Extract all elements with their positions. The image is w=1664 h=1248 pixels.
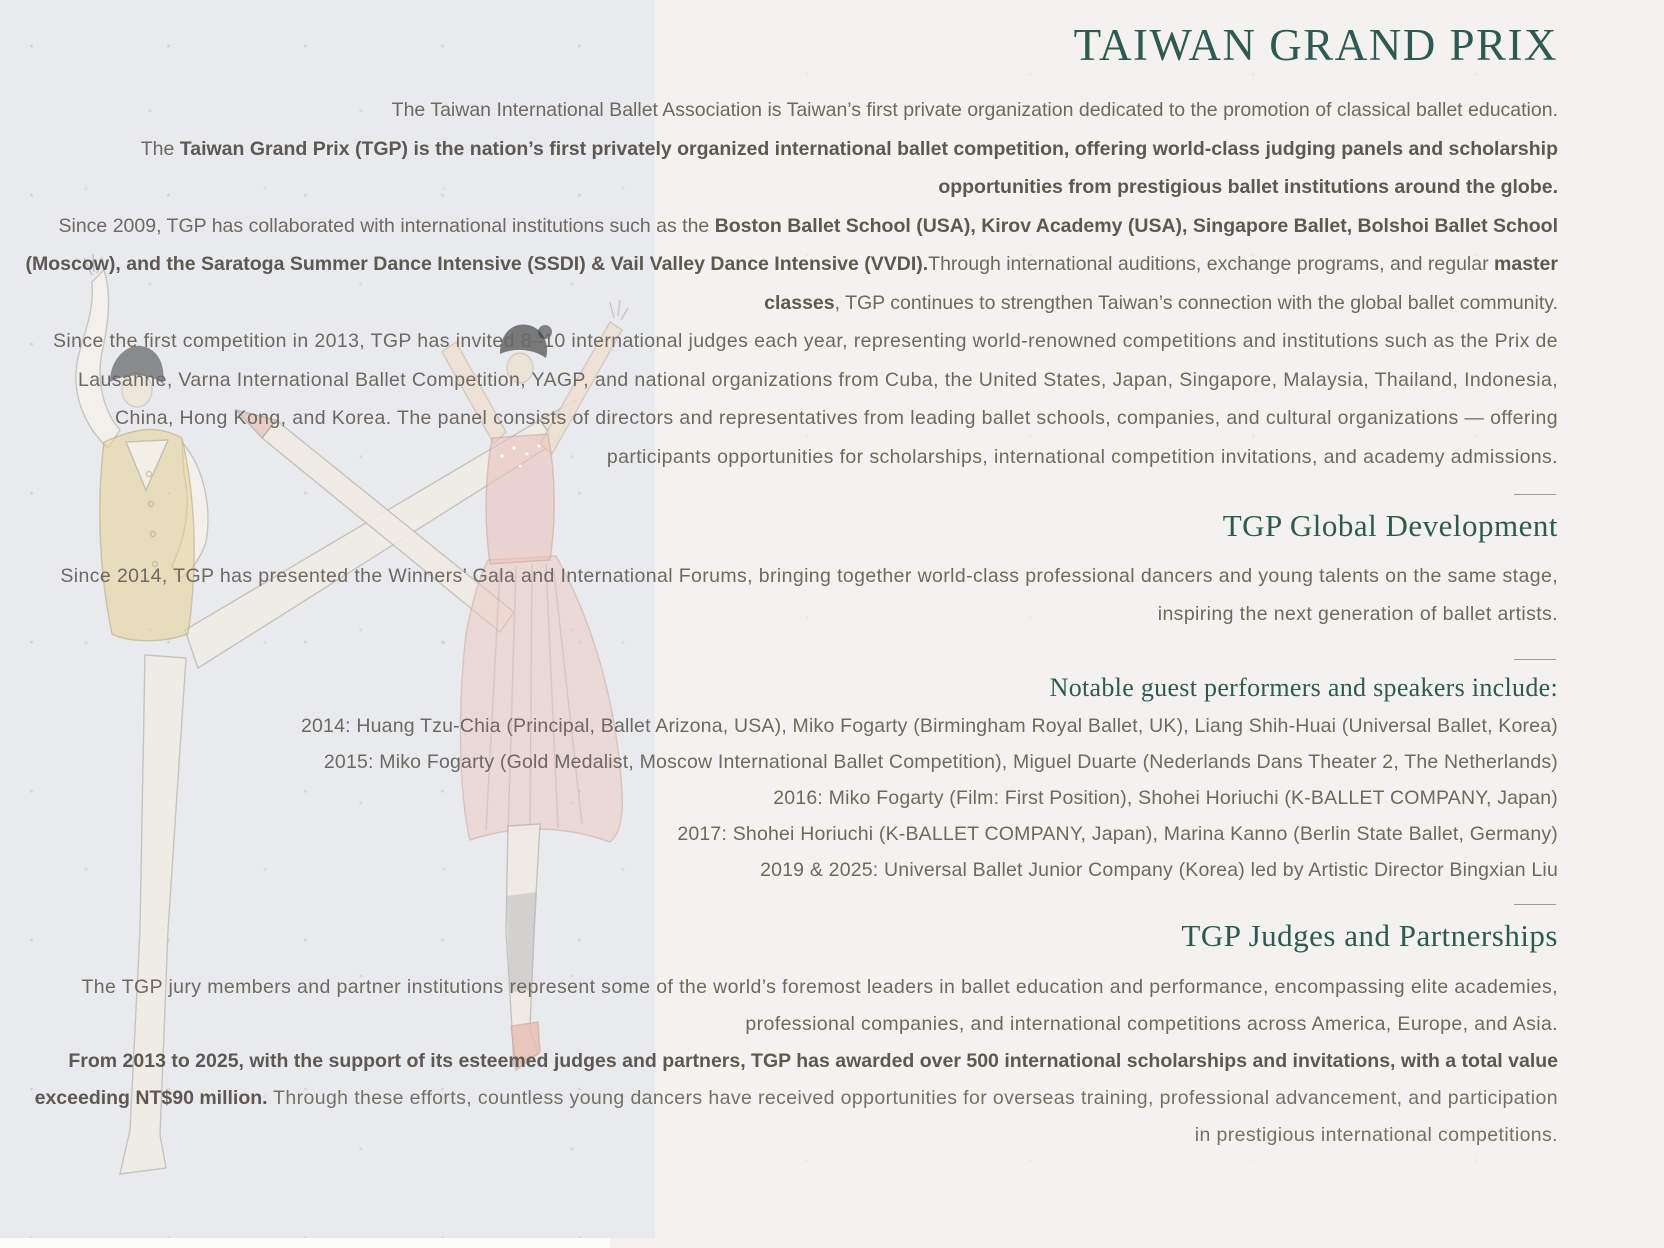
page-title: TAIWAN GRAND PRIX [1073, 20, 1558, 70]
judges-heading: TGP Judges and Partnerships [1181, 918, 1558, 953]
tgp-highlight-bold: Taiwan Grand Prix (TGP) is the nation’s first privately organized international ballet competition, offering world-class judging panels and scholarship opportunities from prestigious ballet institutions around the globe. [179, 137, 1558, 198]
performer-item-2016: 2016: Miko Fogarty (Film: First Position), Shohei Horiuchi (K-BALLET COMPANY, Japan) [773, 787, 1558, 809]
jury-members-paragraph: The TGP jury members and partner institutions represent some of the world’s foremost leaders in ballet education and performance, encompassing elite academies, professional companies, and international competitions across America, Europe, and Asia. [81, 976, 1558, 1035]
global-development-heading: TGP Global Development [1222, 508, 1558, 543]
performer-item-2017: 2017: Shohei Horiuchi (K-BALLET COMPANY, Japan), Marina Kanno (Berlin State Ballet, Germany) [677, 823, 1558, 845]
section-divider [1514, 904, 1556, 905]
collaboration-paragraph: Since 2009, TGP has collaborated with international institutions such as the Boston Ballet School (USA), Kirov Academy (USA), Singapore Ballet, Bolshoi Ballet School (Moscow), and the Saratoga Summer Dance Intensive (SSDI) & Vail Valley Dance Intensive (VVDI).Through international auditions, exchange programs, and regular master classes, TGP continues to strengthen Taiwan’s connection with the global ballet community. [25, 214, 1558, 314]
scholarships-bold: From 2013 to 2025, with the support of its esteemed judges and partners, TGP has awarded over 500 international scholarships and invitations, with a total value exceeding NT$90 million. [34, 1050, 1558, 1109]
partner-schools-bold: Boston Ballet School (USA), Kirov Academy (USA), Singapore Ballet, Bolshoi Ballet School (Moscow), and the Saratoga Summer Dance Intensive (SSDI) & Vail Valley Dance Intensive (VVDI). [25, 214, 1558, 275]
notable-performers-heading: Notable guest performers and speakers include: [1049, 673, 1558, 702]
performer-item-2014: 2014: Huang Tzu-Chia (Principal, Ballet Arizona, USA), Miko Fogarty (Birmingham Royal Ballet, UK), Liang Shih-Huai (Universal Ballet, Korea) [300, 715, 1558, 737]
performer-item-2019-2025: 2019 & 2025: Universal Ballet Junior Company (Korea) led by Artistic Director Bingxian Liu [760, 859, 1558, 881]
judges-history-paragraph: Since the first competition in 2013, TGP has invited 8–10 international judges each year, representing world-renowned competitions and institutions such as the Prix de Lausanne, Varna International Ballet Competition, YAGP, and national organizations from Cuba, the United States, Japan, Singapore, Malaysia, Thailand, Indonesia, China, Hong Kong, and Korea. The panel consists of directors and representatives from leading ballet schools, companies, and cultural organizations — offering participants opportunities for scholarships, international competition invitations, and academy admissions. [53, 330, 1558, 468]
global-development-section [20, 505, 1558, 888]
global-development-paragraph: Since 2014, TGP has presented the Winners’ Gala and International Forums, bringing together world-class professional dancers and young talents on the same stage, inspiring the next generation of ballet artists. [60, 565, 1558, 625]
section-divider [1514, 659, 1556, 660]
intro-paragraph-2: The Taiwan Grand Prix (TGP) is the nation’s first privately organized international ballet competition, offering world-class judging panels and scholarship opportunities from prestigious ballet institutions around the globe. [140, 137, 1558, 198]
intro-paragraph-1 [20, 91, 1558, 130]
performer-item-2015: 2015: Miko Fogarty (Gold Medalist, Moscow International Ballet Competition), Miguel Duarte (Nederlands Dans Theater 2, The Netherlands) [323, 751, 1558, 773]
section-divider [1514, 494, 1556, 495]
scholarships-paragraph: From 2013 to 2025, with the support of its esteemed judges and partners, TGP has awarded over 500 international scholarships and invitations, with a total value exceeding NT$90 million. Through these efforts, countless young dancers have received opportunities for overseas training, professional advancement, and participation in prestigious international competitions. [34, 1050, 1558, 1146]
performer-list [20, 708, 1558, 888]
intro-line-1: The Taiwan International Ballet Association is Taiwan’s first private organization dedicated to the promotion of classical ballet education. [391, 99, 1558, 121]
judges-partnerships-section [20, 915, 1558, 1154]
master-classes-bold: master classes [764, 253, 1558, 314]
